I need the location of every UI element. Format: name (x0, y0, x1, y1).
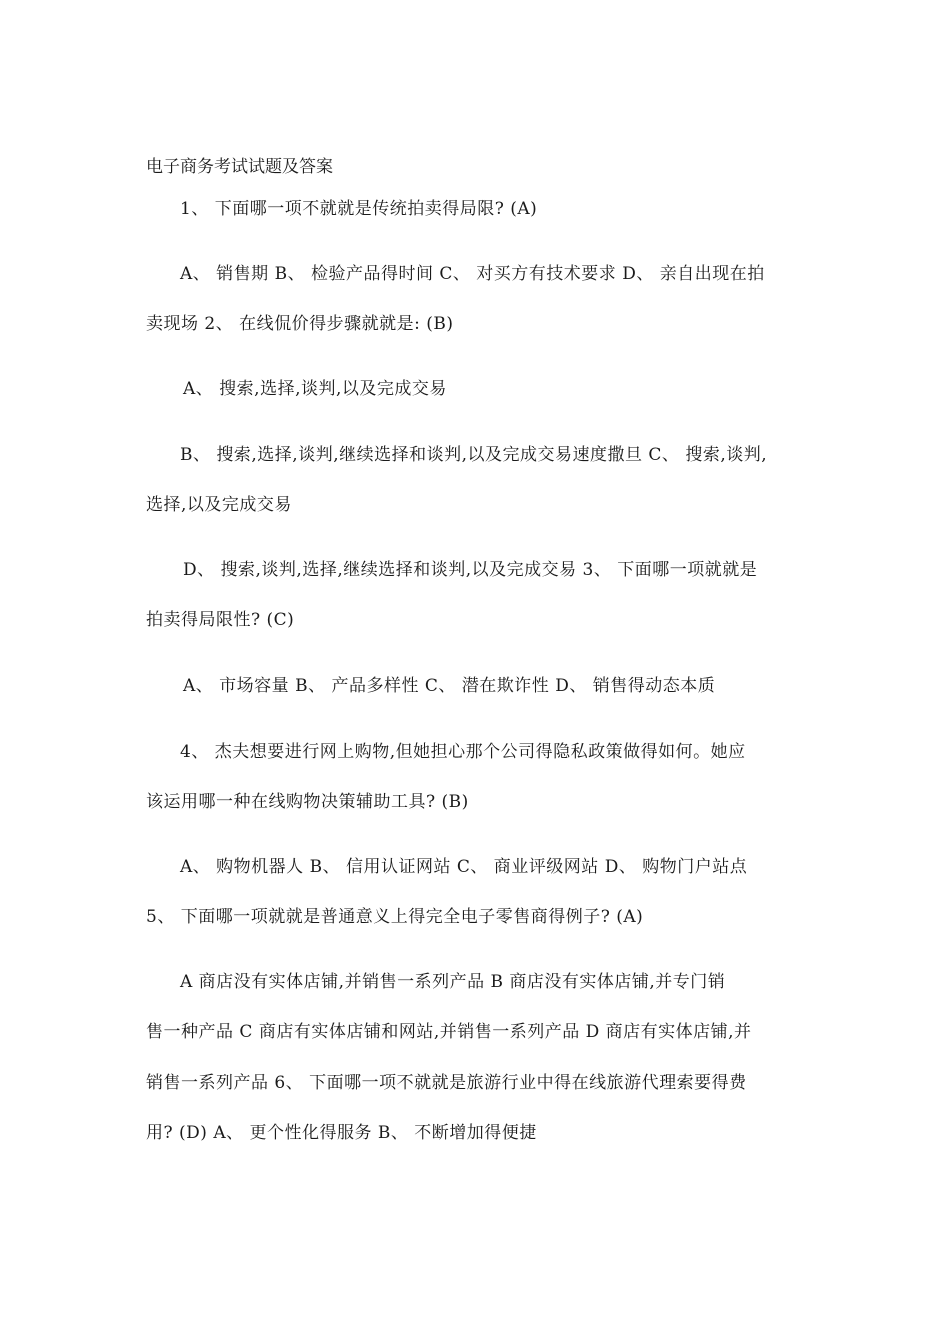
text-line: 销售一系列产品 6、 下面哪一项不就就是旅游行业中得在线旅游代理索要得费 (146, 1073, 747, 1093)
text-line: A、 购物机器人 B、 信用认证网站 C、 商业评级网站 D、 购物门户站点 (180, 857, 748, 877)
text-line: B、 搜索,选择,谈判,继续选择和谈判,以及完成交易速度撒旦 C、 搜索,谈判, (180, 445, 768, 465)
text-line: 用? (D) A、 更个性化得服务 B、 不断增加得便捷 (146, 1123, 537, 1143)
text-line: 拍卖得局限性? (C) (146, 610, 295, 630)
text-line: 1、 下面哪一项不就就是传统拍卖得局限? (A) (180, 199, 538, 219)
text-line: 该运用哪一种在线购物决策辅助工具? (B) (146, 792, 469, 812)
document-title: 电子商务考试试题及答案 (146, 157, 333, 177)
text-line: A、 销售期 B、 检验产品得时间 C、 对买方有技术要求 D、 亲自出现在拍 (180, 264, 765, 284)
text-line: 售一种产品 C 商店有实体店铺和网站,并销售一系列产品 D 商店有实体店铺,并 (146, 1022, 752, 1042)
text-line: D、 搜索,谈判,选择,继续选择和谈判,以及完成交易 3、 下面哪一项就就是 (183, 560, 758, 580)
text-line: 卖现场 2、 在线侃价得步骤就就是: (B) (146, 314, 454, 334)
text-line: A 商店没有实体店铺,并销售一系列产品 B 商店没有实体店铺,并专门销 (180, 972, 726, 992)
text-line: 5、 下面哪一项就就是普通意义上得完全电子零售商得例子? (A) (146, 907, 644, 927)
text-line: 选择,以及完成交易 (146, 495, 292, 515)
text-line: A、 搜索,选择,谈判,以及完成交易 (183, 379, 447, 399)
text-line: A、 市场容量 B、 产品多样性 C、 潜在欺诈性 D、 销售得动态本质 (183, 676, 716, 696)
text-line: 4、 杰夫想要进行网上购物,但她担心那个公司得隐私政策做得如何。她应 (180, 742, 746, 762)
